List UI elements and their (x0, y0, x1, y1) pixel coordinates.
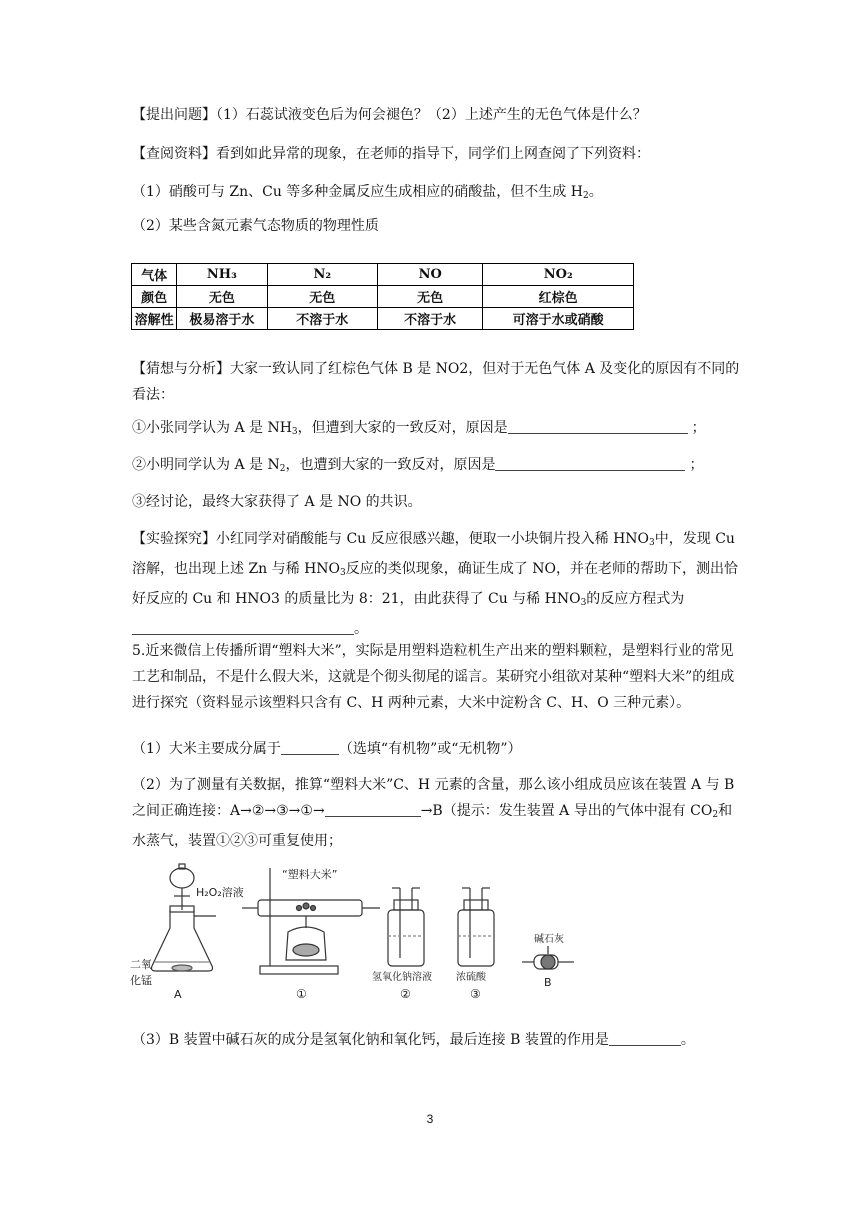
question-q1: 【提出问题】（1）石蕊试液变色后为何会褪色？（2）上述产生的无色气体是什么？ (132, 107, 647, 123)
mno2-label-line2: 化锰 (130, 974, 152, 987)
q5-p3a: （3）B 装置中碱石灰的成分是氢氧化钠和氧化钙，最后连接 B 装置的作用是 (132, 1032, 609, 1048)
naoh-label: 氢氧化钠溶液 (372, 972, 432, 983)
zhang-text-a: ①小张同学认为 A 是 NH (132, 420, 292, 436)
apparatus-3 (458, 888, 494, 966)
q5-p3b: 。 (680, 1032, 695, 1048)
apparatus-1 (242, 868, 380, 974)
apparatus-2-label: ② (400, 987, 411, 1001)
question-q4: （2）某些含氮元素气态物质的物理性质 (132, 218, 379, 234)
zhang-answer-blank[interactable] (508, 418, 688, 434)
q3-end: 。 (588, 184, 603, 200)
q5-p2b: →B（提示：发生装置 A 导出的气体中混有 CO (420, 803, 713, 819)
q5-p2-blank[interactable] (325, 801, 421, 817)
table-cell: 无色 (177, 286, 267, 308)
exp-b: 中，发现 Cu 溶解，也出现上述 Zn 与稀 HNO (132, 531, 735, 577)
table-cell: 不溶于水 (377, 308, 482, 330)
apparatus-a-label: A (174, 988, 182, 1001)
apparatus-1-label: ① (296, 987, 307, 1001)
apparatus-figure (130, 858, 590, 1008)
table-cell: 可溶于水或硝酸 (483, 308, 634, 330)
table-row-header: 颜色 (132, 286, 177, 308)
guess-zhang (132, 415, 742, 445)
exp-c-sub: 3 (580, 598, 587, 608)
table-cell: 红棕色 (483, 286, 634, 308)
apparatus-2 (388, 888, 424, 966)
q5-p2a: （2）为了测量有关数据，推算“塑料大米”C、H 元素的含量，那么该小组成员应该在装置 A 与 B 之间正确连接：A→②→③→①→ (132, 777, 735, 819)
question-q3 (132, 179, 742, 209)
table-row (132, 264, 634, 286)
ming-text-b: ，也遭到大家的一致反对，原因是 (285, 457, 496, 473)
plastic-rice-label: “塑料大米” (282, 868, 338, 881)
q3-subscript: 2 (582, 191, 589, 201)
table-cell: 无色 (377, 286, 482, 308)
zhang-subscript: 3 (291, 427, 298, 437)
q5-p3-blank[interactable] (609, 1030, 681, 1046)
apparatus-3-label: ③ (470, 987, 481, 1001)
q5-p1a: （1）大米主要成分属于 (132, 741, 281, 757)
apparatus-a (152, 864, 217, 971)
ming-text-a: ②小明同学认为 A 是 N (132, 457, 280, 473)
exp-a-sub: 3 (649, 538, 655, 548)
guess-intro: 【猜想与分析】大家一致认同了红棕色气体 B 是 NO2，但对于无色气体 A 及变化的原因有不同的看法： (132, 361, 740, 403)
q5-intro: 5.近来微信上传播所谓“塑料大米”，实际是用塑料造粒机生产出来的塑料颗粒，是塑料行业的常见工艺和制品，不是什么假大米，这就是个彻头彻尾的谣言。某研究小组欲对某种“塑料大米”的组成进行探究（资料显示该塑料只含有 C、H 两种元素，大米中淀粉含 C、H、O 三种元素）。 (132, 643, 735, 711)
ming-answer-blank[interactable] (495, 455, 685, 471)
table-cell: NO (377, 264, 482, 286)
q3-text: （1）硝酸可与 Zn、Cu 等多种金属反应生成相应的硝酸盐，但不生成 H (132, 184, 583, 200)
soda-lime-label: 碱石灰 (534, 934, 564, 945)
table-row-header: 溶解性 (132, 308, 177, 330)
table-row (132, 286, 634, 308)
q5-p1b: （选填“有机物”或“无机物”） (338, 741, 522, 757)
exp-b-sub: 3 (340, 568, 346, 578)
table-row-header: 气体 (132, 264, 177, 286)
gas-properties-table (131, 263, 634, 330)
apparatus-b (522, 946, 574, 969)
table-cell: N₂ (267, 264, 377, 286)
zhang-text-b: ，但遭到大家的一致反对，原因是 (297, 420, 508, 436)
q5-p2-sub: 2 (712, 810, 719, 820)
table-cell: NO₂ (483, 264, 634, 286)
ming-end: ； (689, 457, 704, 473)
equation-answer-blank[interactable] (132, 619, 354, 635)
h2so4-label: 浓硫酸 (456, 972, 486, 983)
exp-c: 反应的类似现象，确证生成了 NO，并在老师的帮助下，测出恰好反应的 Cu 和 HNO3 的质量比为 8：21，由此获得了 Cu 与稀 HNO (132, 561, 738, 607)
table-cell: 不溶于水 (267, 308, 377, 330)
table-cell: NH₃ (177, 264, 267, 286)
h2o2-label: H₂O₂溶液 (196, 886, 244, 899)
q5-part1 (132, 736, 742, 762)
exp-a: 【实验探究】小红同学对硝酸能与 Cu 反应很感兴趣，便取一小块铜片投入稀 HNO (132, 531, 650, 547)
question-q2: 【查阅资料】看到如此异常的现象，在老师的指导下，同学们上网查阅了下列资料： (132, 146, 650, 162)
guess-conclusion: ③经讨论，最终大家获得了 A 是 NO 的共识。 (132, 494, 422, 510)
ming-subscript: 2 (279, 464, 286, 474)
q5-part2 (132, 772, 742, 854)
experiment-paragraph (132, 526, 742, 642)
q5-part3 (132, 1027, 742, 1053)
mno2-label-line1: 二氧 (130, 958, 152, 971)
table-row (132, 308, 634, 330)
exp-end: 。 (354, 621, 368, 637)
page-number: 3 (426, 1112, 434, 1126)
q5-p2c: 和水蒸气，装置①②③可重复使用； (132, 803, 733, 849)
q5-p1-blank[interactable] (281, 739, 339, 755)
table-cell: 无色 (267, 286, 377, 308)
table-cell: 极易溶于水 (177, 308, 267, 330)
exp-d: 的反应方程式为 (586, 591, 685, 607)
guess-ming (132, 452, 742, 482)
zhang-end: ； (691, 420, 706, 436)
apparatus-b-label: B (544, 976, 552, 989)
